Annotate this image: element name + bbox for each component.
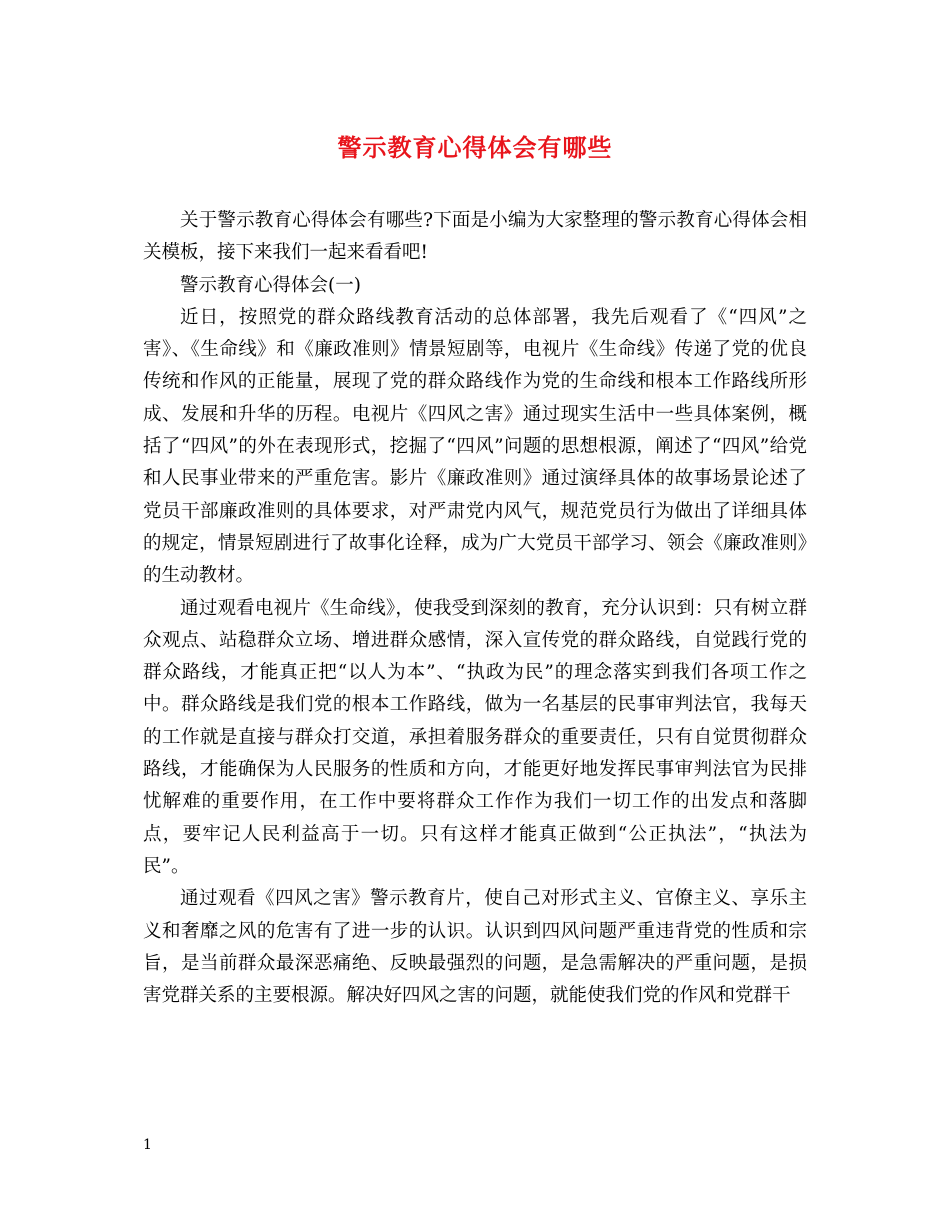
body-paragraph: 通过观看《四风之害》警示教育片，使自己对形式主义、官僚主义、享乐主义和奢靡之风的危害有了进一步的认识。认识到四风问题严重违背党的性质和宗旨，是当前群众最深恶痛绝、反映最强烈的问题，是急需解决的严重问题，是损害党群关系的主要根源。解决好四风之害的问题，就能使我们党的作风和党群干	[143, 888, 807, 1007]
body-paragraph: 通过观看电视片《生命线》，使我受到深刻的教育，充分认识到：只有树立群众观点、站稳群众立场、增进群众感情，深入宣传党的群众路线，自觉践行党的群众路线，才能真正把“以人为本”、“执政为民”的理念落实到我们各项工作之中。群众路线是我们党的根本工作路线，做为一名基层的民事审判法官，我每天的工作就是直接与群众打交道，承担着服务群众的重要责任，只有自觉贯彻群众路线，才能确保为人民服务的性质和方向，才能更好地发挥民事审判法官为民排忧解难的重要作用，在工作中要将群众工作作为我们一切工作的出发点和落脚点，要牢记人民利益高于一切。只有这样才能真正做到“公正执法”，“执法为民”。	[143, 597, 807, 877]
body-paragraph: 近日，按照党的群众路线教育活动的总体部署，我先后观看了《“四风”之害》、《生命线》和《廉政准则》情景短剧等，电视片《生命线》传递了党的优良传统和作风的正能量，展现了党的群众路线作为党的生命线和根本工作路线所形成、发展和升华的历程。电视片《四风之害》通过现实生活中一些具体案例，概括了“四风”的外在表现形式，挖掘了“四风”问题的思想根源，阐述了“四风”给党和人民事业带来的严重危害。影片《廉政准则》通过演绎具体的故事场景论述了党员干部廉政准则的具体要求，对严肃党内风气，规范党员行为做出了详细具体的规定，情景短剧进行了故事化诠释，成为广大党员干部学习、领会《廉政准则》的生动教材。	[143, 306, 807, 587]
section-heading: 警示教育心得体会(一)	[180, 274, 361, 296]
page-number: 1	[143, 1137, 152, 1153]
document-body	[143, 205, 807, 1012]
intro-paragraph: 关于警示教育心得体会有哪些?下面是小编为大家整理的警示教育心得体会相关模板，接下来我们一起来看看吧!	[143, 210, 807, 264]
document-title: 警示教育心得体会有哪些	[337, 133, 613, 162]
